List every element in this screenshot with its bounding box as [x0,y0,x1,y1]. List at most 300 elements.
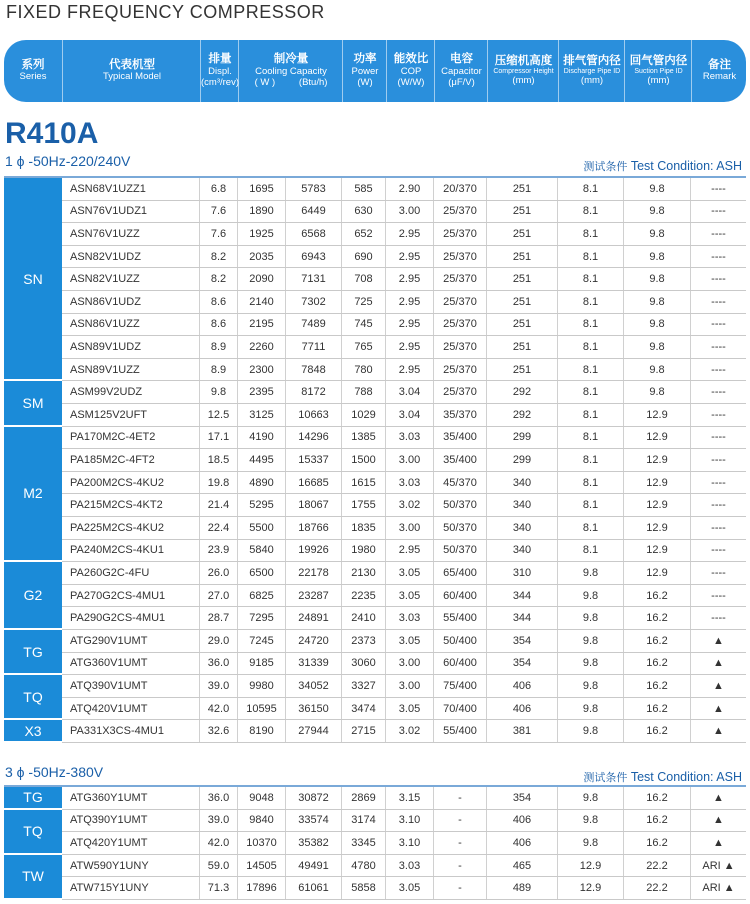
table-row [62,178,746,201]
table-cell: 45/370 [434,472,487,494]
table-cell: 75/400 [434,675,487,697]
table-cell: 5783 [286,178,342,200]
model-cell: ATQ420V1UMT [62,698,200,720]
table-cell: 4190 [238,427,286,449]
table-cell: 25/370 [434,314,487,336]
table-cell: 36150 [286,698,342,720]
table-cell: 35/400 [434,427,487,449]
table-cell: 22.4 [200,517,238,539]
table-cell: 36.0 [200,653,238,675]
table-cell: 59.0 [200,855,238,877]
table-cell: ▲ [713,836,724,849]
table-cell: 12.9 [624,562,691,584]
table-cell: 8.1 [558,178,624,200]
table-cell: 251 [487,336,558,358]
model-cell: ATW590Y1UNY [62,855,200,877]
table-cell: 70/400 [434,698,487,720]
refrigerant-title: R410A [5,117,99,150]
table-cell: ---- [711,521,726,534]
table-cell: 50/400 [434,630,487,652]
table-cell: 340 [487,472,558,494]
table-cell: 14296 [286,427,342,449]
table-cell: 19.8 [200,472,238,494]
table-cell: 3.03 [386,607,434,629]
table-cell: 251 [487,201,558,223]
table-cell: 8.1 [558,223,624,245]
table-cell: 8.1 [558,540,624,562]
series-label: X3 [4,720,62,743]
table-cell: 21.4 [200,494,238,516]
table-cell: 9840 [238,810,286,832]
table-cell: 9.8 [624,223,691,245]
table-cell: 1835 [342,517,386,539]
table-cell: 60/400 [434,653,487,675]
table-cell: 16.2 [624,810,691,832]
table-row [62,517,746,540]
table-cell: 725 [342,291,386,313]
table-cell: 9.8 [624,291,691,313]
table-cell: 765 [342,336,386,358]
table-cell: 2090 [238,268,286,290]
table-cell: 16.2 [624,607,691,629]
model-cell: ATW715Y1UNY [62,877,200,899]
table-cell: 4780 [342,855,386,877]
table-cell: 251 [487,314,558,336]
series-label: TW [4,855,62,900]
table-cell: 22178 [286,562,342,584]
table-cell: 8.1 [558,291,624,313]
model-cell: PA200M2CS-4KU2 [62,472,200,494]
table-cell: 60/400 [434,585,487,607]
table-cell: 652 [342,223,386,245]
table-cell: 9185 [238,653,286,675]
table-row [62,427,746,450]
table-cell: - [434,832,487,854]
table-cell: 6568 [286,223,342,245]
table-cell: 7.6 [200,201,238,223]
table-cell: 3345 [342,832,386,854]
table-cell: 61061 [286,877,342,899]
table-cell: 3.10 [386,810,434,832]
table-cell: 9.8 [624,201,691,223]
table-cell: 36.0 [200,787,238,809]
table-cell: 3.02 [386,720,434,742]
table-cell: 9.8 [558,562,624,584]
header-discharge-pipe: 排气管内径 Discharge Pipe ID (mm) [558,40,625,102]
table-cell: ▲ [713,634,724,647]
model-cell: ASN89V1UZZ [62,359,200,381]
table-cell: ▲ [713,814,724,827]
header-suction-pipe: 回气管内径 Suction Pipe ID (mm) [624,40,692,102]
table-cell: 24720 [286,630,342,652]
table-cell: 2130 [342,562,386,584]
table-header [4,40,746,102]
table-cell: 8.9 [200,359,238,381]
table-cell: 344 [487,607,558,629]
model-cell: ASM125V2UFT [62,404,200,426]
table-cell: 4495 [238,449,286,471]
table-cell: ▲ [713,657,724,670]
table-cell: 3327 [342,675,386,697]
table-cell: 7711 [286,336,342,358]
table-cell: 25/370 [434,381,487,403]
table-cell: 8.1 [558,517,624,539]
table-cell: 251 [487,291,558,313]
table-cell: 9.8 [624,381,691,403]
page-title: FIXED FREQUENCY COMPRESSOR [6,2,325,22]
table-cell: 25/370 [434,246,487,268]
table-cell: 7295 [238,607,286,629]
model-cell: PA260G2C-4FU [62,562,200,584]
model-cell: PA331X3CS-4MU1 [62,720,200,742]
table-cell: 8.2 [200,246,238,268]
table-cell: 34052 [286,675,342,697]
table-cell: 2035 [238,246,286,268]
table-cell: ▲ [713,725,724,738]
model-cell: ASN89V1UDZ [62,336,200,358]
table-cell: 16.2 [624,720,691,742]
table-cell: 2.95 [386,540,434,562]
model-cell: ASN68V1UZZ1 [62,178,200,200]
table-cell: 18.5 [200,449,238,471]
table-cell: 2.95 [386,246,434,268]
table-row [62,540,746,563]
table-cell: 1925 [238,223,286,245]
table-cell: 50/370 [434,494,487,516]
table-cell: 25/370 [434,201,487,223]
table-cell: 340 [487,540,558,562]
table-cell: 1980 [342,540,386,562]
table-cell: 7245 [238,630,286,652]
table-cell: 7.6 [200,223,238,245]
table-cell: 10370 [238,832,286,854]
table-cell: 3.03 [386,427,434,449]
table-cell: 18766 [286,517,342,539]
table-cell: 35382 [286,832,342,854]
table-cell: 1890 [238,201,286,223]
table-cell: 354 [487,630,558,652]
model-cell: ATQ420Y1UMT [62,832,200,854]
table-cell: 25/370 [434,336,487,358]
table-cell: 14505 [238,855,286,877]
table-cell: 49491 [286,855,342,877]
table-cell: ---- [711,499,726,512]
series-label: TQ [4,810,62,855]
table-cell: 8.9 [200,336,238,358]
table-cell: - [434,810,487,832]
table-cell: 3.03 [386,855,434,877]
series-label: TQ [4,675,62,720]
table-cell: 7302 [286,291,342,313]
table-cell: ---- [711,205,726,218]
table-cell: 3.00 [386,517,434,539]
model-cell: ATG360Y1UMT [62,787,200,809]
table-cell: 3.00 [386,675,434,697]
table-cell: 2.95 [386,268,434,290]
table-row [62,855,746,878]
table-cell: 17.1 [200,427,238,449]
header-model: 代表机型 Typical Model [62,40,201,102]
model-cell: ASN86V1UZZ [62,314,200,336]
table-cell: 9.8 [558,675,624,697]
table-cell: 344 [487,585,558,607]
header-displacement: 排量 Displ. (cm³/rev) [200,40,239,102]
series-label: SM [4,381,62,426]
table-row [62,336,746,359]
table-cell: 8.1 [558,381,624,403]
table-cell: 745 [342,314,386,336]
table-cell: - [434,855,487,877]
table-cell: 3.05 [386,698,434,720]
table-cell: 9.8 [624,178,691,200]
model-cell: ATG290V1UMT [62,630,200,652]
table-cell: 6449 [286,201,342,223]
series-label: G2 [4,562,62,630]
header-series: 系列 Series [19,58,47,83]
table-row [62,832,746,855]
table-cell: 8.1 [558,246,624,268]
table-row [62,404,746,427]
table-cell: 3.05 [386,585,434,607]
model-cell: PA225M2CS-4KU2 [62,517,200,539]
table-cell: 3.04 [386,404,434,426]
table-row [62,877,746,900]
table-cell: 2300 [238,359,286,381]
table-cell: 5858 [342,877,386,899]
model-cell: PA170M2C-4ET2 [62,427,200,449]
table-cell: 12.9 [624,427,691,449]
table-cell: 3.00 [386,201,434,223]
table-cell: 16.2 [624,832,691,854]
table-cell: 406 [487,698,558,720]
table-cell: 2395 [238,381,286,403]
table-cell: 35/370 [434,404,487,426]
table-cell: 12.9 [558,855,624,877]
table-cell: 3060 [342,653,386,675]
model-cell: ATQ390Y1UMT [62,810,200,832]
table-cell: 25/370 [434,223,487,245]
table-cell: - [434,877,487,899]
header-compressor-height: 压缩机高度 Compressor Height (mm) [487,40,559,102]
table-cell: 25/370 [434,291,487,313]
table-cell: 25/370 [434,359,487,381]
table-cell: 23287 [286,585,342,607]
table-cell: ---- [711,340,726,353]
table-cell: 2.95 [386,314,434,336]
table-cell: 2260 [238,336,286,358]
test-condition [583,158,742,174]
table-cell: 28.7 [200,607,238,629]
table-cell: 340 [487,494,558,516]
table-cell: 3474 [342,698,386,720]
table-cell: 55/400 [434,607,487,629]
table-cell: 1695 [238,178,286,200]
table-cell: 3125 [238,404,286,426]
table-cell: 5500 [238,517,286,539]
header-cop: 能效比 COP (W/W) [386,40,435,102]
table-cell: 8.1 [558,314,624,336]
table-cell: 16.2 [624,698,691,720]
model-cell: PA215M2CS-4KT2 [62,494,200,516]
test-condition-zh: 测试条件 [583,161,628,173]
table-cell: 12.5 [200,404,238,426]
table-cell: 2869 [342,787,386,809]
table-cell: 299 [487,427,558,449]
table-cell: 20/370 [434,178,487,200]
table-row [62,675,746,698]
power-condition: 1 ϕ -50Hz-220/240V [5,153,131,169]
table-cell: ▲ [713,679,724,692]
table-cell: 1029 [342,404,386,426]
table-cell: 22.2 [624,877,691,899]
table-cell: 7131 [286,268,342,290]
model-cell: ASM99V2UDZ [62,381,200,403]
table-cell: 9.8 [200,381,238,403]
table-cell: 292 [487,381,558,403]
table-cell: 381 [487,720,558,742]
table-cell: 3174 [342,810,386,832]
table-cell: ARI ▲ [702,882,735,895]
table-cell: 2235 [342,585,386,607]
series-label: M2 [4,427,62,563]
table-row [62,810,746,833]
table-cell: 585 [342,178,386,200]
table-row [62,562,746,585]
table-cell: 3.02 [386,494,434,516]
table-cell: 630 [342,201,386,223]
table-cell: 12.9 [624,449,691,471]
table-row [62,291,746,314]
table-cell: 9.8 [624,359,691,381]
table-cell: 50/370 [434,517,487,539]
table-cell: ---- [711,295,726,308]
table-cell: 251 [487,178,558,200]
table-cell: 8.1 [558,404,624,426]
table-cell: 2140 [238,291,286,313]
table-cell: 6.8 [200,178,238,200]
model-cell: ASN82V1UZZ [62,268,200,290]
test-condition-en: Test Condition: ASH [630,159,742,173]
table-cell: - [434,787,487,809]
series-label: SN [4,178,62,381]
header-capacitor: 电容 Capacitor (μF/V) [434,40,488,102]
table-cell: 22.2 [624,855,691,877]
table-row [62,630,746,653]
table-cell: 39.0 [200,810,238,832]
table-cell: 354 [487,787,558,809]
table-cell: 406 [487,675,558,697]
table-cell: 55/400 [434,720,487,742]
table-cell: 9.8 [558,585,624,607]
table-cell: 9.8 [558,720,624,742]
model-cell: ASN76V1UDZ1 [62,201,200,223]
table-cell: 2373 [342,630,386,652]
table-row [62,653,746,676]
table-cell: 9.8 [558,810,624,832]
table-cell: 7848 [286,359,342,381]
model-cell: PA240M2CS-4KU1 [62,540,200,562]
table-cell: ▲ [713,702,724,715]
table-row [62,494,746,517]
table-cell: 2.90 [386,178,434,200]
table-row [62,359,746,382]
header-remark: 备注 Remark [691,40,746,102]
table-cell: 25/370 [434,268,487,290]
table-cell: 8.1 [558,336,624,358]
table-cell: 406 [487,832,558,854]
table-cell: 465 [487,855,558,877]
series-label: TG [4,787,62,810]
table-cell: 5295 [238,494,286,516]
table-cell: 12.9 [624,404,691,426]
table-cell: 3.05 [386,562,434,584]
table-cell: 708 [342,268,386,290]
table-cell: ---- [711,544,726,557]
table-cell: 3.05 [386,877,434,899]
table-cell: 8.6 [200,291,238,313]
table-cell: 16.2 [624,675,691,697]
table-cell: 251 [487,268,558,290]
table-cell: 2715 [342,720,386,742]
table-cell: 9.8 [558,698,624,720]
table-cell: ---- [711,566,726,579]
table-cell: ---- [711,386,726,399]
table-cell: ---- [711,227,726,240]
model-cell: PA290G2CS-4MU1 [62,607,200,629]
table-cell: 31339 [286,653,342,675]
table-cell: 8190 [238,720,286,742]
table-row [62,381,746,404]
table-cell: 2410 [342,607,386,629]
table-cell: 3.04 [386,381,434,403]
table-cell: ---- [711,182,726,195]
table-cell: 8.1 [558,201,624,223]
table-cell: 251 [487,223,558,245]
table-cell: 12.9 [624,472,691,494]
table-cell: 8.1 [558,494,624,516]
table-cell: 16685 [286,472,342,494]
table-cell: 3.15 [386,787,434,809]
table-cell: 9.8 [624,246,691,268]
table-cell: 9.8 [558,653,624,675]
table-row [62,268,746,291]
table-cell: 17896 [238,877,286,899]
model-cell: ATQ390V1UMT [62,675,200,697]
table-cell: 9048 [238,787,286,809]
model-cell: PA270G2CS-4MU1 [62,585,200,607]
table-cell: ---- [711,363,726,376]
table-cell: 9.8 [624,268,691,290]
table-cell: 12.9 [624,540,691,562]
table-cell: 3.03 [386,472,434,494]
table-cell: ▲ [713,791,724,804]
table-cell: 2.95 [386,359,434,381]
table-cell: 6500 [238,562,286,584]
table-cell: 251 [487,246,558,268]
table-cell: 29.0 [200,630,238,652]
table-cell: 3.10 [386,832,434,854]
table-cell: 23.9 [200,540,238,562]
table-cell: 8.1 [558,427,624,449]
table-cell: 9.8 [624,336,691,358]
table-cell: 299 [487,449,558,471]
table-cell: 24891 [286,607,342,629]
table-cell: 26.0 [200,562,238,584]
table-cell: 9.8 [558,607,624,629]
model-cell: ASN76V1UZZ [62,223,200,245]
table-cell: ---- [711,318,726,331]
table-cell: ---- [711,431,726,444]
